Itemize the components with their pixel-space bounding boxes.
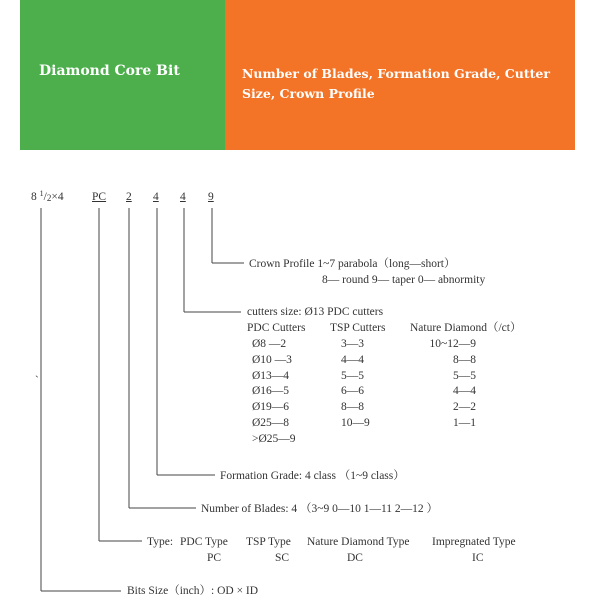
stray-mark: ` [35, 375, 39, 387]
list-item: 4—4 [341, 353, 364, 366]
list-item: 3—3 [341, 338, 364, 350]
type-code-ic: IC [472, 552, 484, 564]
list-item: Ø10 —3 [252, 353, 292, 366]
list-item: >Ø25—9 [252, 432, 296, 445]
list-item: 10~12—9 [429, 338, 476, 350]
header-tsp: TSP Cutters [330, 322, 386, 334]
list-item: 8—8 [453, 353, 476, 366]
list-item: 1—1 [453, 416, 476, 429]
cutters-title: cutters size: Ø13 PDC cutters [247, 306, 384, 318]
list-item: 10—9 [341, 416, 370, 429]
list-item: Ø19—6 [252, 401, 290, 414]
type-pdc: PDC Type [180, 536, 228, 548]
tsp-column [341, 337, 370, 432]
list-item: 6—6 [341, 385, 364, 398]
type-nature: Nature Diamond Type [307, 536, 410, 548]
header-nature: Nature Diamond（/ct） [410, 322, 522, 334]
cutter-code: 4 [180, 191, 186, 203]
list-item: Ø8 —2 [252, 338, 287, 350]
list-item: 2—2 [453, 401, 476, 414]
crown-profile-line2: 8— round 9— taper 0— abnormity [322, 274, 486, 286]
blades-code: 2 [126, 191, 132, 203]
crown-profile-line1: Crown Profile 1~7 parabola（long—short） [249, 258, 456, 270]
banner-title: Diamond Core Bit [39, 63, 180, 79]
type-label: Type: [147, 536, 174, 548]
header-pdc: PDC Cutters [247, 322, 306, 334]
type-impregnated: Impregnated Type [432, 536, 516, 548]
type-tsp: TSP Type [246, 536, 291, 548]
nature-column [424, 337, 476, 432]
type-code: PC [92, 191, 107, 203]
size-tail: ×4 [51, 191, 64, 203]
list-item: Ø16—5 [252, 385, 290, 398]
number-of-blades: Number of Blades: 4 （3~9 0—10 1—11 2—12 ） [201, 503, 439, 515]
formation-grade: Formation Grade: 4 class （1~9 class） [220, 470, 405, 482]
crown-code: 9 [208, 191, 214, 203]
size-whole: 8 [31, 191, 37, 203]
pdc-column [252, 337, 296, 448]
size-frac-num: 1 [39, 189, 44, 198]
grade-code: 4 [153, 191, 159, 203]
list-item: Ø25—8 [252, 416, 290, 429]
banner-subtitle: Number of Blades, Formation Grade, Cutter Size, Crown Profile [242, 66, 550, 101]
bits-size: Bits Size（inch）: OD × ID [127, 585, 259, 597]
type-code-sc: SC [275, 552, 290, 564]
list-item: 5—5 [341, 369, 364, 382]
size-frac-den: 2 [46, 193, 52, 203]
bit-size-code: 8 $^1$/2×4 [31, 189, 64, 203]
list-item: Ø13—4 [252, 369, 290, 382]
list-item: 5—5 [453, 369, 476, 382]
type-code-pc: PC [207, 552, 222, 564]
list-item: 4—4 [453, 385, 476, 398]
type-code-dc: DC [347, 552, 363, 564]
list-item: 8—8 [341, 401, 364, 414]
